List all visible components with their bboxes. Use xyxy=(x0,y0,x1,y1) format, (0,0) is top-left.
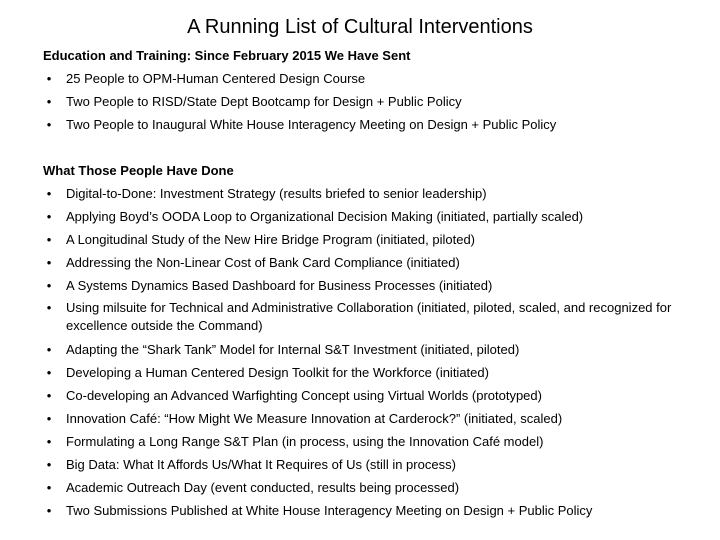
outcome-item-9: Co-developing an Advanced Warfighting Concept using Virtual Worlds (prototyped) xyxy=(66,388,542,403)
outcome-item-4: Addressing the Non-Linear Cost of Bank Card Compliance (initiated) xyxy=(66,255,460,270)
outcome-item-7: Adapting the “Shark Tank” Model for Internal S&T Investment (initiated, piloted) xyxy=(66,342,520,357)
outcomes-section xyxy=(43,159,673,522)
list-item xyxy=(43,338,673,361)
list-item xyxy=(43,297,673,338)
outcome-item-3: A Longitudinal Study of the New Hire Bridge Program (initiated, piloted) xyxy=(66,232,475,247)
outcomes-list xyxy=(43,182,673,522)
education-section xyxy=(43,44,673,136)
outcome-item-5: A Systems Dynamics Based Dashboard for Business Processes (initiated) xyxy=(66,278,493,293)
outcome-item-14: Two Submissions Published at White House Interagency Meeting on Design + Public Policy xyxy=(66,503,593,518)
bullet-icon: • xyxy=(46,94,52,109)
bullet-icon: • xyxy=(46,117,52,132)
outcome-item-1: Digital-to-Done: Investment Strategy (results briefed to senior leadership) xyxy=(66,186,487,201)
bullet-icon: • xyxy=(46,365,52,380)
bullet-icon: • xyxy=(46,434,52,449)
list-item xyxy=(43,90,673,113)
outcomes-heading: What Those People Have Done xyxy=(43,163,234,178)
bullet-icon: • xyxy=(46,255,52,270)
list-item xyxy=(43,499,673,522)
bullet-icon: • xyxy=(46,388,52,403)
list-item xyxy=(43,384,673,407)
list-item xyxy=(43,205,673,228)
outcome-item-2: Applying Boyd’s OODA Loop to Organizational Decision Making (initiated, partially scaled) xyxy=(66,209,584,224)
education-item-3: Two People to Inaugural White House Interagency Meeting on Design + Public Policy xyxy=(66,117,557,132)
bullet-icon: • xyxy=(46,71,52,86)
list-item xyxy=(43,251,673,274)
page-title: A Running List of Cultural Interventions xyxy=(187,16,533,38)
list-item xyxy=(43,67,673,90)
list-item xyxy=(43,113,673,136)
bullet-icon: • xyxy=(46,232,52,247)
list-item xyxy=(43,228,673,251)
education-heading: Education and Training: Since February 2015 We Have Sent xyxy=(43,48,411,63)
outcome-item-10: Innovation Café: “How Might We Measure Innovation at Carderock?” (initiated, scaled) xyxy=(66,411,563,426)
bullet-icon: • xyxy=(46,278,52,293)
outcome-item-12: Big Data: What It Affords Us/What It Requires of Us (still in process) xyxy=(66,457,456,472)
list-item xyxy=(43,453,673,476)
list-item xyxy=(43,182,673,205)
bullet-icon: • xyxy=(46,503,52,518)
bullet-icon: • xyxy=(46,186,52,201)
outcome-item-6: Using milsuite for Technical and Administrative Collaboration (initiated, piloted, scaled, and recognized for excellence outside the Command) xyxy=(66,300,672,333)
education-item-2: Two People to RISD/State Dept Bootcamp for Design + Public Policy xyxy=(66,94,462,109)
bullet-icon: • xyxy=(46,480,52,495)
list-item xyxy=(43,476,673,499)
outcome-item-8: Developing a Human Centered Design Toolkit for the Workforce (initiated) xyxy=(66,365,489,380)
education-list xyxy=(43,67,673,136)
bullet-icon: • xyxy=(46,209,52,224)
list-item xyxy=(43,407,673,430)
bullet-icon: • xyxy=(46,457,52,472)
outcome-item-11: Formulating a Long Range S&T Plan (in process, using the Innovation Café model) xyxy=(66,434,544,449)
bullet-icon: • xyxy=(46,411,52,426)
education-item-1: 25 People to OPM-Human Centered Design Course xyxy=(66,71,366,86)
bullet-icon: • xyxy=(46,300,52,315)
list-item xyxy=(43,274,673,297)
outcome-item-13: Academic Outreach Day (event conducted, results being processed) xyxy=(66,480,460,495)
list-item xyxy=(43,430,673,453)
list-item xyxy=(43,361,673,384)
bullet-icon: • xyxy=(46,342,52,357)
